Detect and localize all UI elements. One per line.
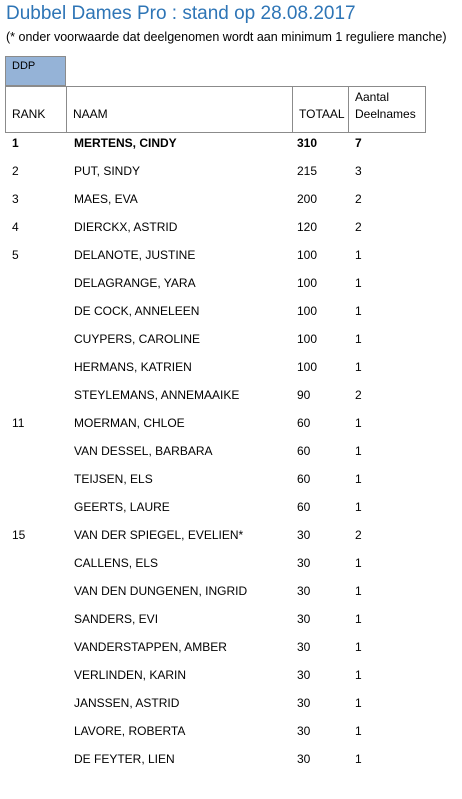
count-cell: 1 bbox=[355, 416, 362, 430]
total-cell: 30 bbox=[297, 612, 311, 626]
total-cell: 30 bbox=[297, 668, 311, 682]
total-cell: 120 bbox=[297, 220, 318, 234]
total-cell: 30 bbox=[297, 752, 311, 766]
header-name-label: NAAM bbox=[73, 107, 108, 121]
count-cell: 1 bbox=[355, 444, 362, 458]
table-row bbox=[0, 609, 462, 637]
header-count-label-line2: Deelnames bbox=[355, 107, 416, 121]
total-cell: 60 bbox=[297, 500, 311, 514]
table-row bbox=[0, 693, 462, 721]
name-cell: JANSSEN, ASTRID bbox=[74, 696, 180, 710]
total-cell: 100 bbox=[297, 248, 318, 262]
table-row bbox=[0, 469, 462, 497]
table-row bbox=[0, 581, 462, 609]
count-cell: 1 bbox=[355, 248, 362, 262]
total-cell: 100 bbox=[297, 276, 318, 290]
total-cell: 100 bbox=[297, 332, 318, 346]
count-cell: 1 bbox=[355, 472, 362, 486]
table-row bbox=[0, 357, 462, 385]
count-cell: 2 bbox=[355, 192, 362, 206]
count-cell: 1 bbox=[355, 276, 362, 290]
table-row bbox=[0, 189, 462, 217]
total-cell: 30 bbox=[297, 528, 311, 542]
total-cell: 200 bbox=[297, 192, 318, 206]
count-cell: 1 bbox=[355, 332, 362, 346]
page-subtitle: (* onder voorwaarde dat deelgenomen wordt aan minimum 1 reguliere manche) bbox=[6, 30, 447, 44]
header-total bbox=[293, 87, 349, 132]
table-row bbox=[0, 301, 462, 329]
rank-cell: 5 bbox=[12, 248, 19, 262]
table-row bbox=[0, 245, 462, 273]
name-cell: CUYPERS, CAROLINE bbox=[74, 332, 201, 346]
header-count-label-line1: Aantal bbox=[355, 90, 390, 104]
count-cell: 2 bbox=[355, 528, 362, 542]
count-cell: 3 bbox=[355, 164, 362, 178]
name-cell: MOERMAN, CHLOE bbox=[74, 416, 185, 430]
table-row bbox=[0, 721, 462, 749]
count-cell: 1 bbox=[355, 752, 362, 766]
name-cell: DELANOTE, JUSTINE bbox=[74, 248, 196, 262]
table-row bbox=[0, 217, 462, 245]
name-cell: GEERTS, LAURE bbox=[74, 500, 170, 514]
name-cell: MERTENS, CINDY bbox=[74, 136, 177, 150]
table-row bbox=[0, 133, 462, 161]
header-rank-label: RANK bbox=[12, 107, 46, 121]
total-cell: 100 bbox=[297, 360, 318, 374]
name-cell: VAN DESSEL, BARBARA bbox=[74, 444, 213, 458]
header-count bbox=[349, 87, 425, 132]
name-cell: VANDERSTAPPEN, AMBER bbox=[74, 640, 227, 654]
count-cell: 1 bbox=[355, 556, 362, 570]
total-cell: 100 bbox=[297, 304, 318, 318]
count-cell: 1 bbox=[355, 304, 362, 318]
table-header bbox=[5, 86, 426, 133]
count-cell: 1 bbox=[355, 500, 362, 514]
total-cell: 90 bbox=[297, 388, 311, 402]
total-cell: 30 bbox=[297, 556, 311, 570]
name-cell: MAES, EVA bbox=[74, 192, 138, 206]
table-row bbox=[0, 273, 462, 301]
name-cell: DIERCKX, ASTRID bbox=[74, 220, 178, 234]
name-cell: VAN DER SPIEGEL, EVELIEN* bbox=[74, 528, 244, 542]
total-cell: 310 bbox=[297, 136, 318, 150]
rank-cell: 1 bbox=[12, 136, 19, 150]
name-cell: HERMANS, KATRIEN bbox=[74, 360, 192, 374]
count-cell: 2 bbox=[355, 388, 362, 402]
count-cell: 1 bbox=[355, 696, 362, 710]
header-name bbox=[67, 87, 293, 132]
name-cell: VAN DEN DUNGENEN, INGRID bbox=[74, 584, 248, 598]
count-cell: 1 bbox=[355, 360, 362, 374]
name-cell: DE FEYTER, LIEN bbox=[74, 752, 175, 766]
rank-cell: 15 bbox=[12, 528, 26, 542]
name-cell: DE COCK, ANNELEEN bbox=[74, 304, 200, 318]
ranking-table-body bbox=[0, 133, 462, 777]
table-row bbox=[0, 749, 462, 777]
count-cell: 2 bbox=[355, 220, 362, 234]
name-cell: TEIJSEN, ELS bbox=[74, 472, 153, 486]
table-row bbox=[0, 441, 462, 469]
table-row bbox=[0, 385, 462, 413]
header-total-label: TOTAAL bbox=[299, 107, 345, 121]
name-cell: VERLINDEN, KARIN bbox=[74, 668, 187, 682]
page-title: Dubbel Dames Pro : stand op 28.08.2017 bbox=[6, 3, 356, 24]
total-cell: 60 bbox=[297, 416, 311, 430]
total-cell: 30 bbox=[297, 696, 311, 710]
name-cell: STEYLEMANS, ANNEMAAIKE bbox=[74, 388, 240, 402]
count-cell: 1 bbox=[355, 724, 362, 738]
table-row bbox=[0, 553, 462, 581]
total-cell: 60 bbox=[297, 472, 311, 486]
name-cell: CALLENS, ELS bbox=[74, 556, 159, 570]
table-row bbox=[0, 497, 462, 525]
name-cell: DELAGRANGE, YARA bbox=[74, 276, 196, 290]
count-cell: 1 bbox=[355, 612, 362, 626]
name-cell: PUT, SINDY bbox=[74, 164, 141, 178]
total-cell: 30 bbox=[297, 640, 311, 654]
header-rank bbox=[6, 87, 67, 132]
count-cell: 1 bbox=[355, 640, 362, 654]
count-cell: 7 bbox=[355, 136, 362, 150]
table-row bbox=[0, 637, 462, 665]
total-cell: 60 bbox=[297, 444, 311, 458]
table-row bbox=[0, 525, 462, 553]
name-cell: LAVORE, ROBERTA bbox=[74, 724, 186, 738]
table-row bbox=[0, 413, 462, 441]
rank-cell: 3 bbox=[12, 192, 19, 206]
table-row bbox=[0, 161, 462, 189]
total-cell: 215 bbox=[297, 164, 318, 178]
rank-cell: 4 bbox=[12, 220, 19, 234]
rank-cell: 11 bbox=[12, 416, 25, 430]
table-row bbox=[0, 329, 462, 357]
tab-ddp[interactable]: DDP bbox=[5, 56, 66, 86]
name-cell: SANDERS, EVI bbox=[74, 612, 159, 626]
total-cell: 30 bbox=[297, 584, 311, 598]
count-cell: 1 bbox=[355, 668, 362, 682]
table-row bbox=[0, 665, 462, 693]
count-cell: 1 bbox=[355, 584, 362, 598]
rank-cell: 2 bbox=[12, 164, 19, 178]
total-cell: 30 bbox=[297, 724, 311, 738]
